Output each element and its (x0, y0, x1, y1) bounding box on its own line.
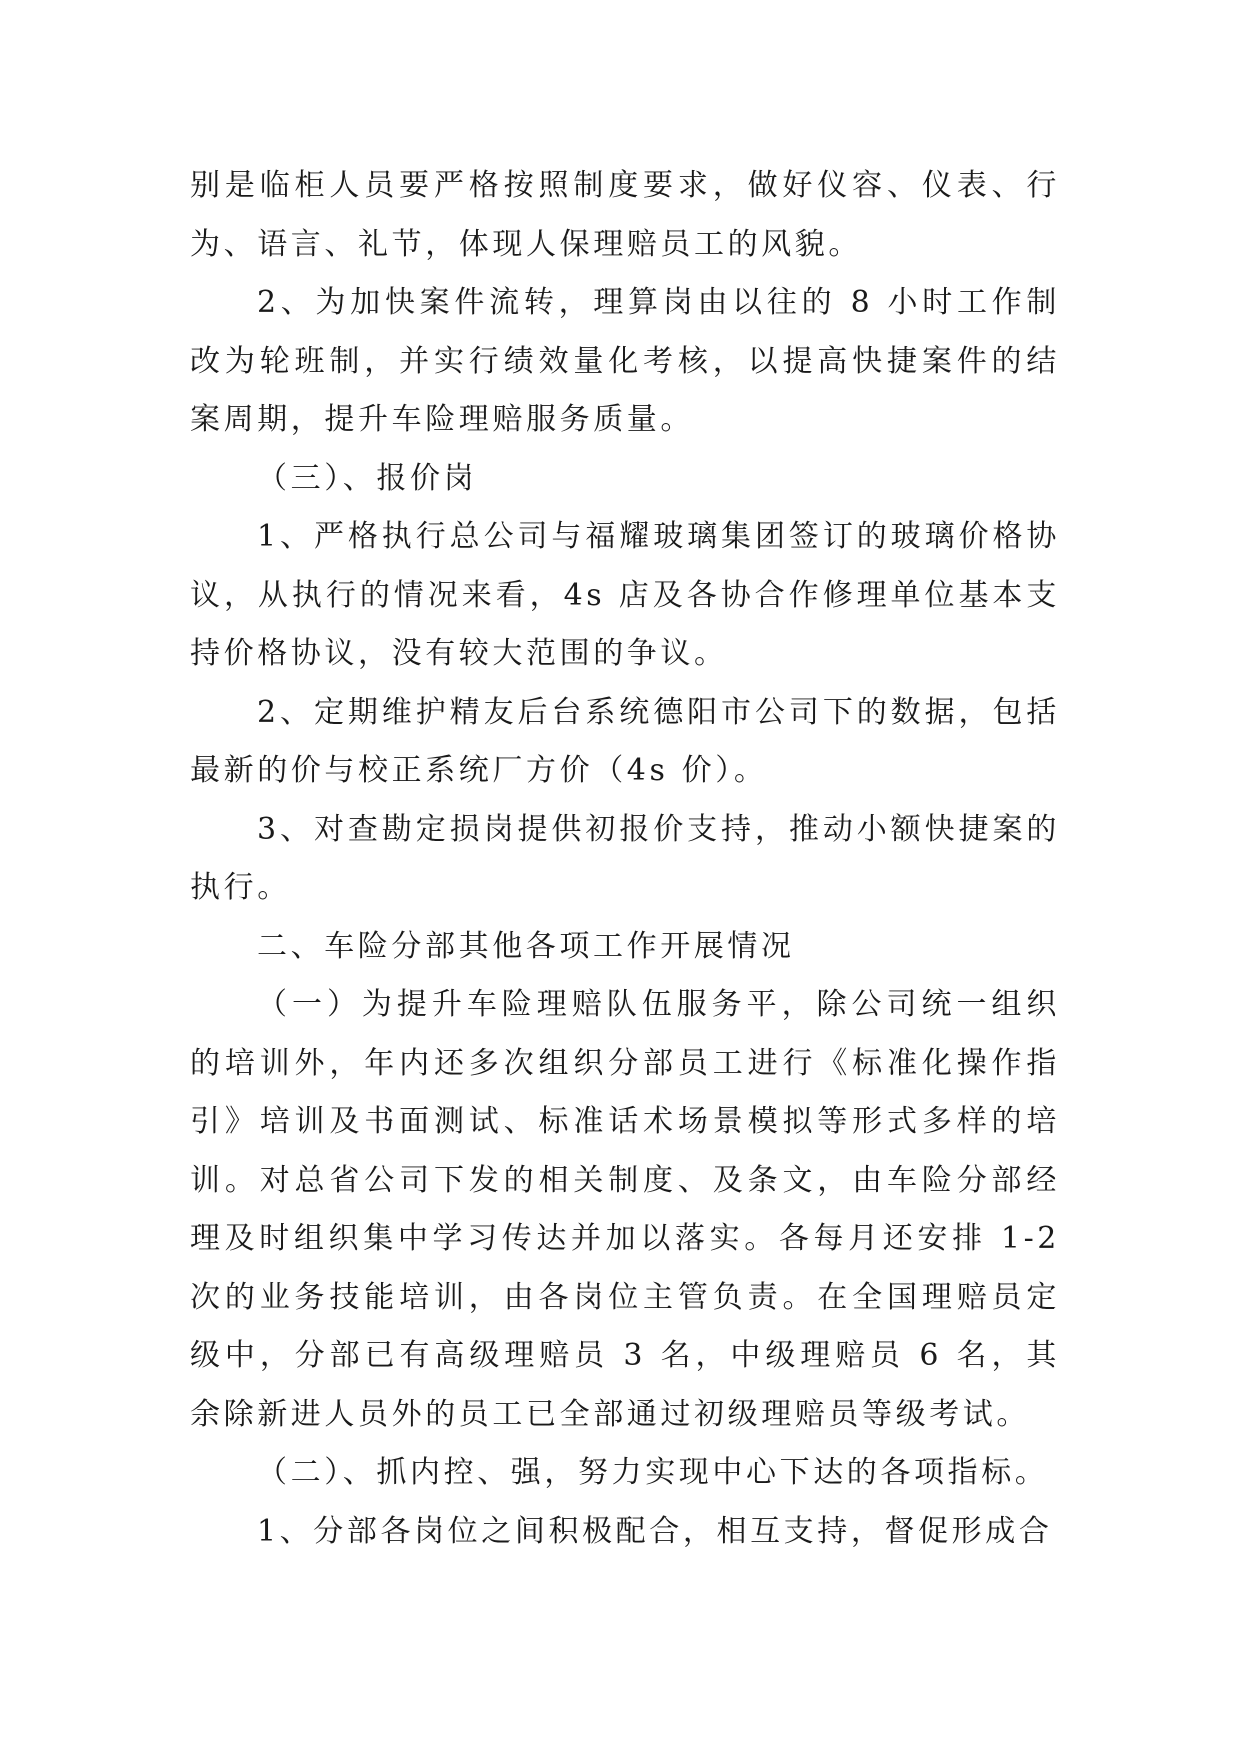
paragraph-item-3: 3、对查勘定损岗提供初报价支持，推动小额快捷案的执行。 (190, 811, 1060, 905)
section-heading-other-work: 二、车险分部其他各项工作开展情况 (257, 928, 795, 964)
paragraph-continuation: 别是临柜人员要严格按照制度要求，做好仪容、仪表、行为、语言、礼节，体现人保理赔员工的风貌。 (190, 168, 1060, 262)
paragraph-item-1: 1、严格执行总公司与福耀玻璃集团签订的玻璃价格协议，从执行的情况来看，4s 店及各协合作修理单位基本支持价格协议，没有较大范围的争议。 (190, 519, 1060, 671)
paragraph-training: （一）为提升车险理赔队伍服务平，除公司统一组织的培训外，年内还多次组织分部员工进行《标准化操作指引》培训及书面测试、标准话术场景模拟等形式多样的培训。对总省公司下发的相关制度、及条文，由车险分部经理及时组织集中学习传达并加以落实。各每月还安排 1-2 次的业务技能培训，由各岗位主管负责。在全国理赔员定级中，分部已有高级理赔员 3 名，中级理赔员 6 名，其余除新进人员外的员工已全部通过初级理赔员等级考试。 (190, 987, 1060, 1432)
paragraph-item-2-maintenance: 2、定期维护精友后台系统德阳市公司下的数据，包括最新的价与校正系统厂方价（4s 价）。 (190, 694, 1060, 788)
document-body (190, 157, 1060, 1561)
paragraph-item-2: 2、为加快案件流转，理算岗由以往的 8 小时工作制改为轮班制，并实行绩效量化考核，以提高快捷案件的结案周期，提升车险理赔服务质量。 (190, 285, 1060, 437)
paragraph-cooperation: 1、分部各岗位之间积极配合，相互支持，督促形成合 (257, 1513, 1053, 1549)
section-heading-quote-post: （三）、报价岗 (257, 460, 478, 496)
section-heading-internal-control: （二）、抓内控、强，努力实现中心下达的各项指标。 (257, 1455, 1049, 1490)
